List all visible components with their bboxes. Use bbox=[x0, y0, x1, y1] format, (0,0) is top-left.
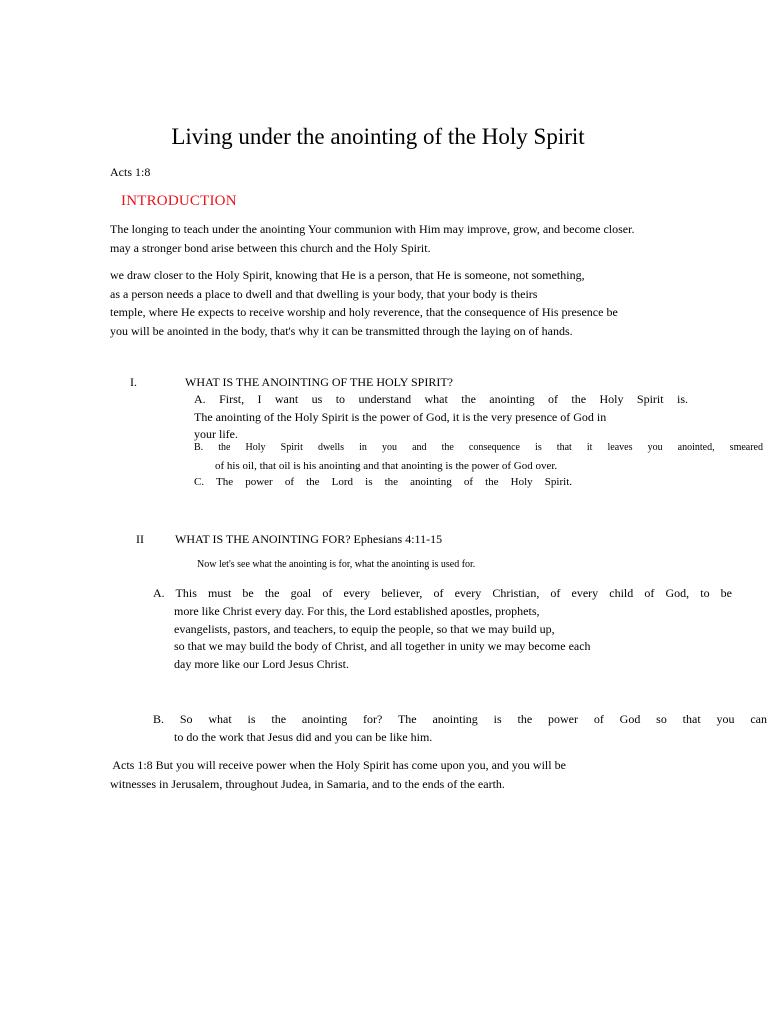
section-2-item-b-continuation: to do the work that Jesus did and you can be like him. bbox=[174, 730, 433, 744]
intro-paragraph-1 bbox=[110, 220, 634, 257]
item-b-first-line: B. So what is the anointing for? The anointing is the power of God so that you can bbox=[153, 712, 767, 726]
scripture-reference: Acts 1:8 bbox=[110, 165, 151, 179]
introduction-heading: INTRODUCTION bbox=[121, 193, 237, 209]
closing-verse bbox=[110, 756, 566, 793]
page-title: Living under the anointing of the Holy Spirit bbox=[171, 124, 585, 149]
intro-paragraph-2 bbox=[110, 266, 618, 340]
text-line: evangelists, pastors, and teachers, to equip the people, so that we may build up, bbox=[174, 621, 555, 636]
section-2-item-a-continuation bbox=[174, 603, 591, 673]
text-line: The longing to teach under the anointing Your communion with Him may improve, grow, and become closer. bbox=[110, 222, 635, 236]
item-c-line: C. The power of the Lord is the anointing of the Holy Spirit. bbox=[194, 476, 572, 488]
section-1-item-b bbox=[194, 442, 763, 453]
section-1-number: I. bbox=[130, 375, 137, 389]
section-1-item-a bbox=[194, 392, 688, 407]
section-1-item-a-continuation bbox=[194, 409, 606, 442]
text-line: as a person needs a place to dwell and that dwelling is your body, that your body is theirs bbox=[110, 286, 538, 301]
section-2-item-b bbox=[153, 712, 767, 727]
section-1-heading: WHAT IS THE ANOINTING OF THE HOLY SPIRIT? bbox=[185, 375, 454, 389]
text-line: more like Christ every day. For this, the Lord established apostles, prophets, bbox=[174, 604, 540, 618]
text-line: temple, where He expects to receive worship and holy reverence, that the consequence of His presence be bbox=[110, 305, 618, 320]
text-line: witnesses in Jerusalem, throughout Judea, in Samaria, and to the ends of the earth. bbox=[110, 776, 505, 791]
text-line: your life. bbox=[194, 426, 238, 441]
item-a-first-line: A. First, I want us to understand what the anointing of the Holy Spirit is. bbox=[194, 392, 688, 406]
text-line: may a stronger bond arise between this church and the Holy Spirit. bbox=[110, 240, 431, 255]
section-2-item-a bbox=[153, 586, 732, 601]
text-line: so that we may build the body of Christ, and all together in unity we may become each bbox=[174, 639, 591, 654]
text-line: The anointing of the Holy Spirit is the power of God, it is the very presence of God in bbox=[194, 410, 607, 424]
section-2-subtitle: Now let's see what the anointing is for, what the anointing is used for. bbox=[197, 559, 476, 570]
item-b-first-line: B. the Holy Spirit dwells in you and the consequence is that it leaves you anointed, smeared bbox=[194, 442, 763, 453]
text-line: day more like our Lord Jesus Christ. bbox=[174, 656, 349, 671]
section-1-item-b-continuation: of his oil, that oil is his anointing and that anointing is the power of God over. bbox=[215, 460, 558, 472]
text-line: Acts 1:8 But you will receive power when the Holy Spirit has come upon you, and you will be bbox=[110, 758, 566, 772]
section-2-number: II bbox=[136, 532, 144, 546]
text-line: you will be anointed in the body, that's why it can be transmitted through the laying on of hands. bbox=[110, 323, 573, 338]
item-a-first-line: A. This must be the goal of every believer, of every Christian, of every child of God, to be bbox=[153, 586, 732, 600]
text-line: we draw closer to the Holy Spirit, knowing that He is a person, that He is someone, not something, bbox=[110, 268, 585, 282]
section-2-heading: WHAT IS THE ANOINTING FOR? Ephesians 4:11-15 bbox=[175, 532, 443, 546]
section-1-item-c bbox=[194, 476, 572, 488]
